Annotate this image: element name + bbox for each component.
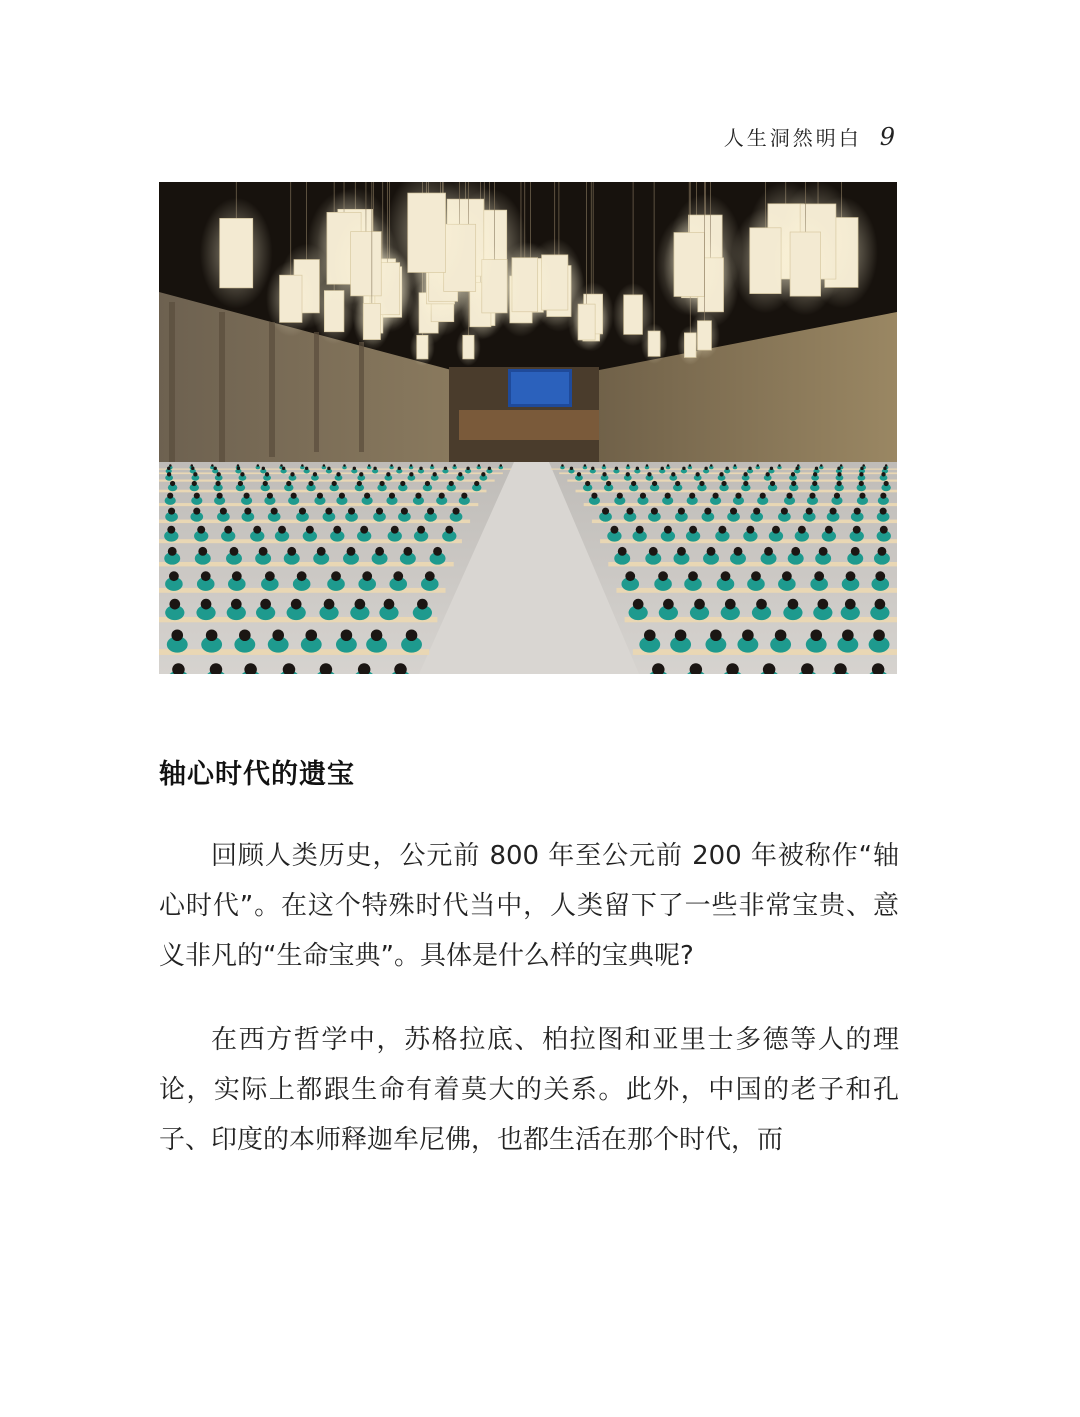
- running-head: [724, 122, 895, 151]
- conference-hall-photo: [159, 182, 897, 674]
- page-number: 9: [879, 123, 895, 151]
- section-heading: 轴心时代的遗宝: [159, 759, 355, 790]
- body-paragraph-1: 回顾人类历史，公元前 800 年至公元前 200 年被称作“轴心时代”。在这个特殊时代当中，人类留下了一些非常宝贵、意义非凡的“生命宝典”。具体是什么样的宝典呢?: [159, 841, 899, 971]
- body-paragraph-2: 在西方哲学中，苏格拉底、柏拉图和亚里士多德等人的理论，实际上都跟生命有着莫大的关系。此外，中国的老子和孔子、印度的本师释迦牟尼佛，也都生活在那个时代，而: [159, 1025, 899, 1155]
- running-head-title: 人生洞然明白: [723, 126, 862, 150]
